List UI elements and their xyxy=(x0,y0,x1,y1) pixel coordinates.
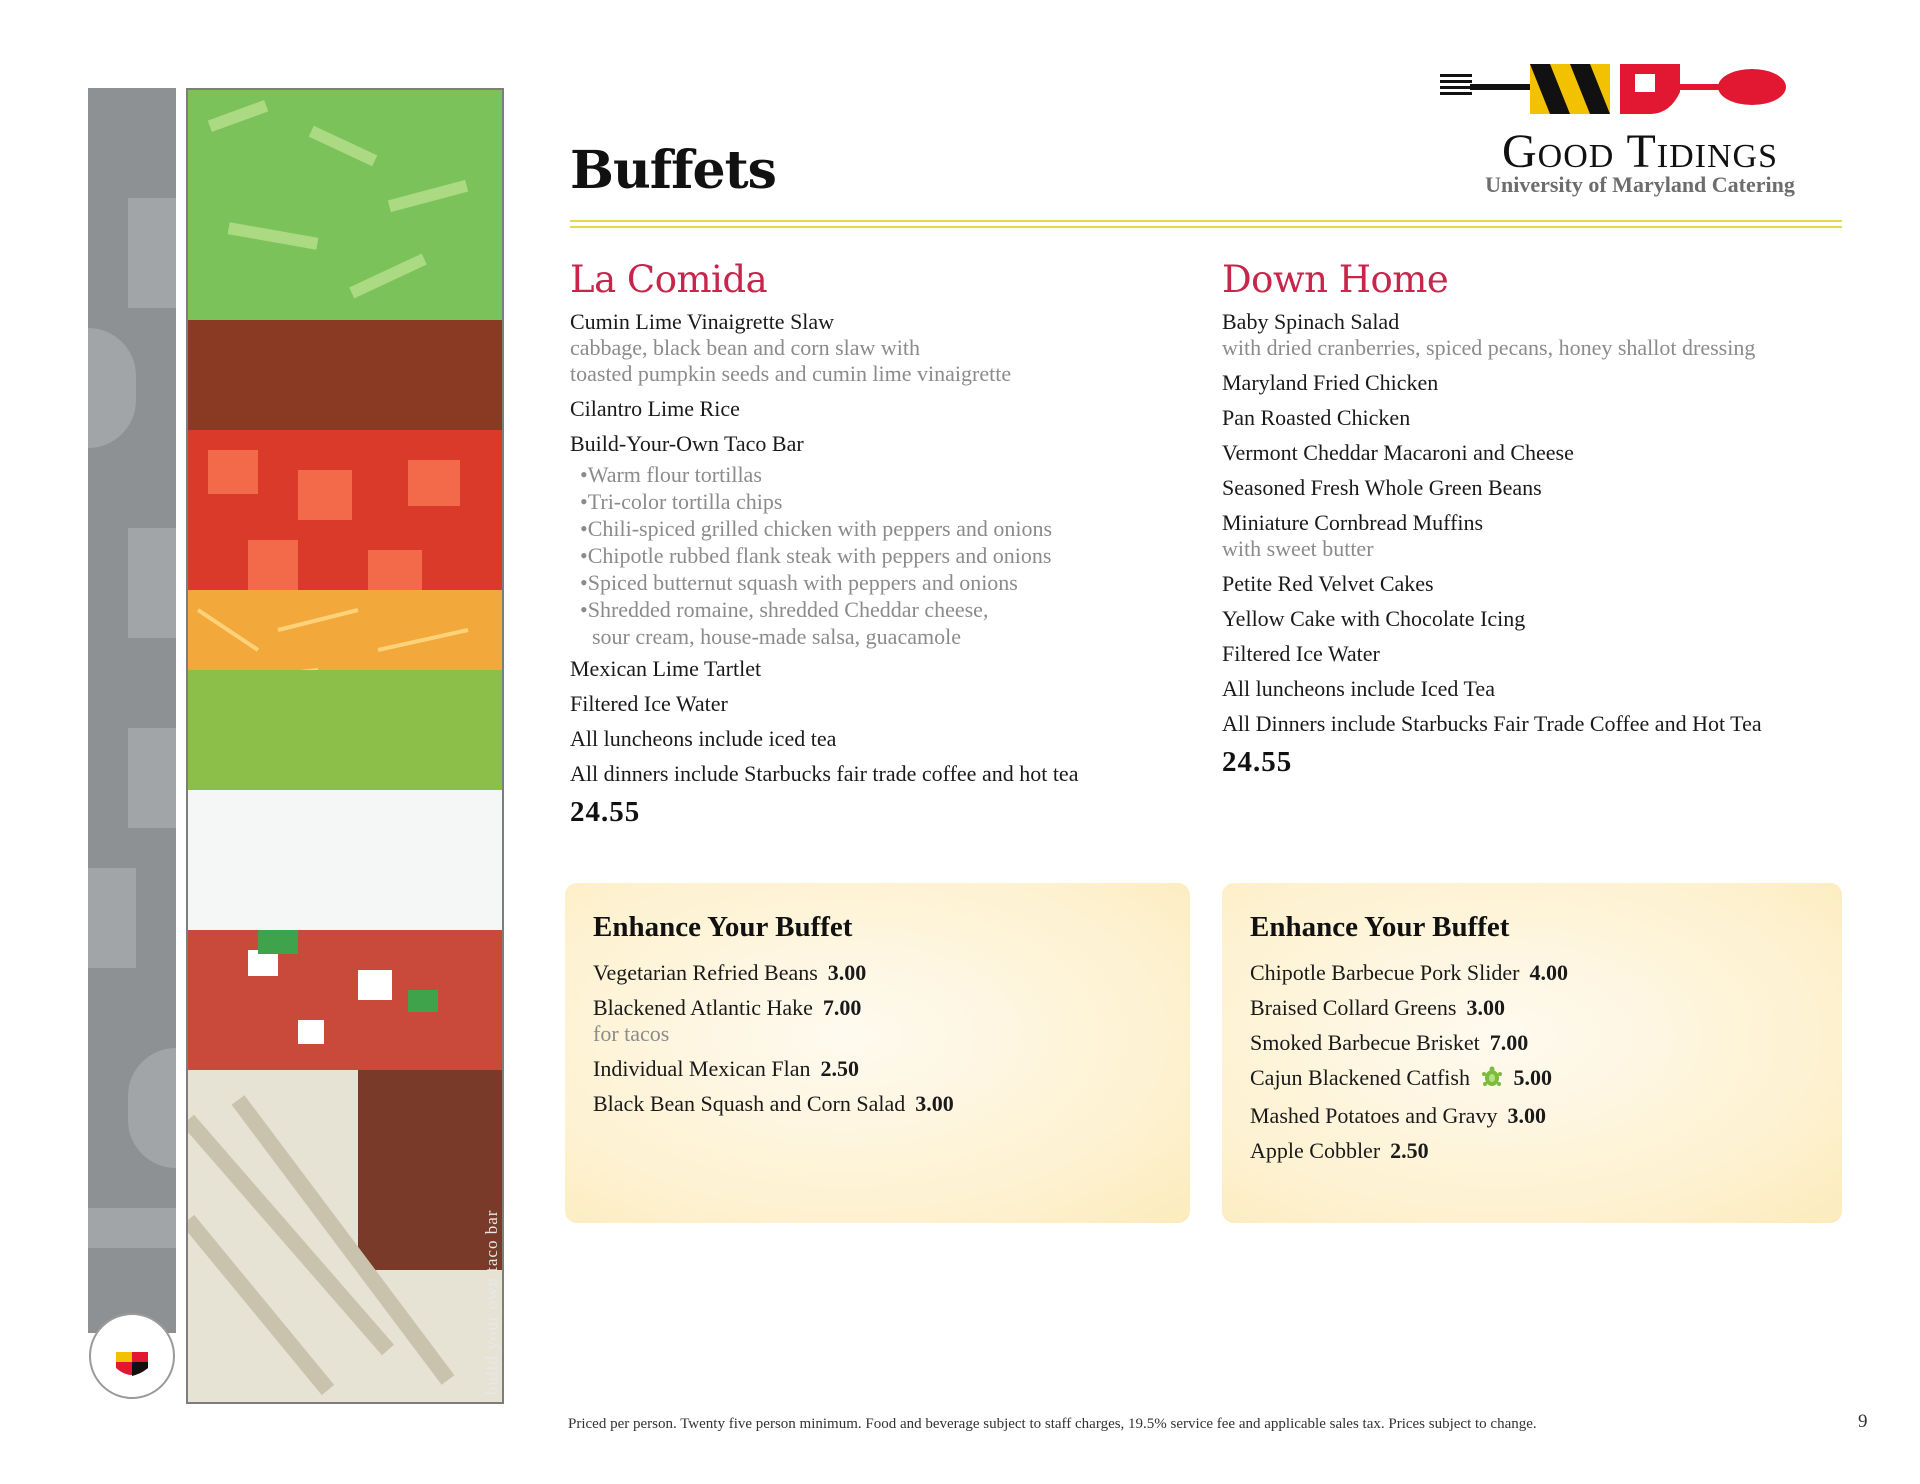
item-description: with sweet butter xyxy=(1222,536,1374,561)
menu-item xyxy=(570,309,1170,387)
menu-item: Maryland Fried Chicken xyxy=(1222,370,1439,395)
taco-bar-item: •Chili-spiced grilled chicken with peppers and onions xyxy=(580,516,1053,541)
menu-item: Mexican Lime Tartlet xyxy=(570,656,762,681)
item-price: 2.50 xyxy=(820,1056,860,1081)
menu-item: Yellow Cake with Chocolate Icing xyxy=(1222,606,1526,631)
item-price: 4.00 xyxy=(1529,960,1568,985)
la-comida-section xyxy=(570,258,1170,829)
down-home-section xyxy=(1222,258,1822,779)
enhance-item xyxy=(593,960,1162,986)
taco-bar-item: •Shredded romaine, shredded Cheddar cheese, xyxy=(580,597,989,622)
page-number: 9 xyxy=(1858,1411,1868,1432)
menu-item: All luncheons include Iced Tea xyxy=(1222,676,1495,701)
item-name: Miniature Cornbread Muffins xyxy=(1222,510,1484,535)
photo-caption: build your own taco bar xyxy=(482,1209,501,1395)
menu-item: Cilantro Lime Rice xyxy=(570,396,740,421)
menu-item: Pan Roasted Chicken xyxy=(1222,405,1411,430)
item-price: 3.00 xyxy=(915,1091,954,1116)
logo-name: Good Tidings xyxy=(1502,125,1778,178)
logo-subtitle: University of Maryland Catering xyxy=(1485,172,1795,197)
enhance-item xyxy=(1250,960,1814,986)
item-name: Vegetarian Refried Beans xyxy=(593,960,818,985)
menu-item: All Dinners include Starbucks Fair Trade Coffee and Hot Tea xyxy=(1222,711,1762,736)
menu-item: All dinners include Starbucks fair trade coffee and hot tea xyxy=(570,761,1079,786)
enhance-item xyxy=(1250,1138,1814,1164)
menu-item: Filtered Ice Water xyxy=(1222,641,1380,666)
item-name: Cajun Blackened Catfish xyxy=(1250,1065,1470,1090)
taco-bar-item-continued xyxy=(570,623,1170,650)
item-price: 5.00 xyxy=(1513,1065,1552,1090)
decorative-gray-strip xyxy=(88,88,176,1333)
buffet-price: 24.55 xyxy=(570,796,641,828)
menu-item: Petite Red Velvet Cakes xyxy=(1222,571,1434,596)
item-name: Apple Cobbler xyxy=(1250,1137,1381,1163)
enhance-item xyxy=(1250,1065,1814,1094)
header-rule xyxy=(570,226,1842,228)
taco-bar-item-text: sour cream, house-made salsa, guacamole xyxy=(592,624,961,649)
item-name: Individual Mexican Flan xyxy=(593,1056,811,1081)
item-description: for tacos xyxy=(593,1021,670,1046)
enhance-buffet-box xyxy=(1222,883,1842,1223)
menu-item: Seasoned Fresh Whole Green Beans xyxy=(1222,475,1542,500)
item-name: Cumin Lime Vinaigrette Slaw xyxy=(570,309,835,334)
university-seal-icon xyxy=(88,1312,176,1400)
item-price: 2.50 xyxy=(1390,1137,1429,1163)
section-title: La Comida xyxy=(570,258,768,301)
taco-bar-item: •Spiced butternut squash with peppers and onions xyxy=(580,570,1018,595)
menu-item: Filtered Ice Water xyxy=(570,691,728,716)
section-title: Down Home xyxy=(1222,258,1449,301)
item-name: Mashed Potatoes and Gravy xyxy=(1250,1102,1498,1128)
item-name: Braised Collard Greens xyxy=(1250,995,1457,1020)
header-rule xyxy=(570,220,1842,222)
item-name: Smoked Barbecue Brisket xyxy=(1250,1030,1480,1055)
item-price: 3.00 xyxy=(1507,1102,1546,1128)
enhance-buffet-box xyxy=(565,883,1190,1223)
logo-graphic-icon xyxy=(1440,62,1840,122)
box-title: Enhance Your Buffet xyxy=(1250,911,1510,943)
item-price: 3.00 xyxy=(827,960,867,985)
menu-item: Build-Your-Own Taco Bar xyxy=(570,431,804,456)
buffet-price: 24.55 xyxy=(1222,746,1293,778)
enhance-item xyxy=(1250,1103,1814,1129)
maryland-flag-icon xyxy=(1530,64,1680,114)
good-tidings-logo xyxy=(1440,62,1840,202)
item-price: 7.00 xyxy=(1489,1030,1529,1055)
enhance-item xyxy=(593,1056,1162,1082)
sustainable-turtle-icon xyxy=(1481,1066,1503,1094)
menu-item: Vermont Cheddar Macaroni and Cheese xyxy=(1222,440,1574,465)
item-name: Baby Spinach Salad xyxy=(1222,309,1400,334)
taco-bar-item: •Tri-color tortilla chips xyxy=(580,489,783,514)
item-description: toasted pumpkin seeds and cumin lime vinaigrette xyxy=(570,361,1012,386)
enhance-item xyxy=(1250,1030,1814,1056)
item-name: Black Bean Squash and Corn Salad xyxy=(593,1091,906,1116)
page-title: Buffets xyxy=(570,140,776,201)
menu-item: All luncheons include iced tea xyxy=(570,726,837,751)
item-description: cabbage, black bean and corn slaw with xyxy=(570,335,921,360)
item-description: with dried cranberries, spiced pecans, honey shallot dressing xyxy=(1222,335,1756,360)
taco-bar-item: •Warm flour tortillas xyxy=(580,462,762,487)
enhance-item xyxy=(1250,995,1814,1021)
taco-bar-item: •Chipotle rubbed flank steak with peppers and onions xyxy=(580,543,1052,568)
item-name: Chipotle Barbecue Pork Slider xyxy=(1250,960,1520,985)
enhance-item xyxy=(593,995,1162,1047)
enhance-item xyxy=(593,1091,1162,1117)
fork-icon xyxy=(1440,74,1530,95)
taco-bar-photo xyxy=(186,88,504,1404)
item-price: 3.00 xyxy=(1466,995,1505,1020)
menu-item xyxy=(1222,309,1822,361)
box-title: Enhance Your Buffet xyxy=(593,911,853,943)
item-price: 7.00 xyxy=(822,995,862,1020)
menu-item xyxy=(1222,510,1822,562)
pricing-footnote: Priced per person. Twenty five person minimum. Food and beverage subject to staff charges, 19.5% service fee and applicable sales tax. Prices subject to change. xyxy=(568,1416,1537,1432)
spoon-icon xyxy=(1680,69,1786,105)
item-name: Blackened Atlantic Hake xyxy=(593,995,813,1020)
